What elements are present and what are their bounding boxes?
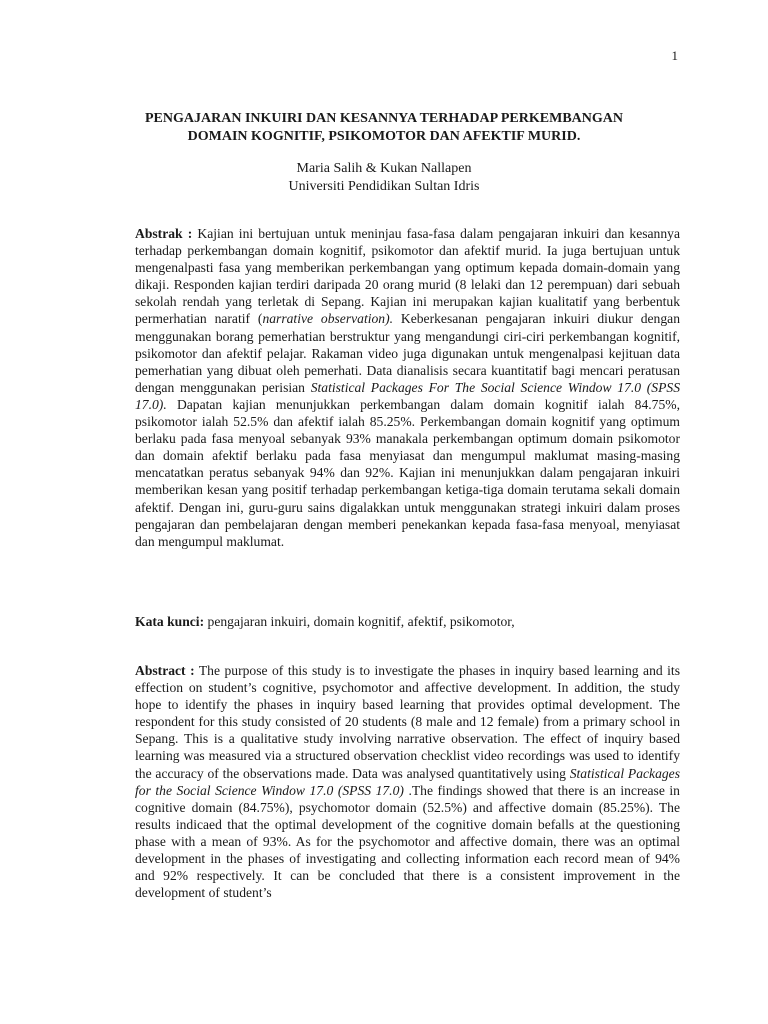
abstrak-italic-term-1: narrative observation).	[262, 311, 394, 327]
keywords-label: Kata kunci:	[135, 614, 205, 629]
page-number: 1	[671, 48, 678, 63]
abstract-english-text-part-1: The purpose of this study is to investigate the phases in inquiry based learning and its effection on student’s cognitive, psychomotor and affective development. In addition, the study hope to identify the phases in inquiry based learning that provides optimal development. The respondent for this study consisted of 20 students (8 male and 12 female) from a primary school in Sepang. This is a qualitative study involving narrative observation. The effect of inquiry based learning was measured via a structured observation checklist video recordings was used to identify the accuracy of the observations made. Data was analysed quantitatively using	[135, 663, 680, 781]
keywords-paragraph	[135, 613, 680, 630]
paper-title-line-1: PENGAJARAN INKUIRI DAN KESANNYA TERHADAP PERKEMBANGAN	[145, 111, 623, 126]
paper-title-line-2: DOMAIN KOGNITIF, PSIKOMOTOR DAN AFEKTIF MURID.	[187, 129, 581, 144]
abstrak-text-part-1: Kajian ini bertujuan untuk meninjau fasa-fasa dalam pengajaran inkuiri dan kesannya terhadap perkembangan domain kognitif, psikomotor dan afektif murid. Ia juga bertujuan untuk mengenalpasti fasa yang memberikan perkembangan yang optimum kepada domain-domain yang dikaji. Responden kajian terdiri daripada 20 orang murid (8 lelaki dan 12 perempuan) dari sebuah sekolah rendah yang terletak di Sepang. Kajian ini merupakan kajian kualitatif yang berbentuk permerhatian naratif (	[135, 226, 680, 327]
abstract-english-label: Abstract :	[135, 663, 195, 678]
abstrak-label: Abstrak :	[135, 226, 193, 241]
abstract-english-text-part-2: .The findings showed that there is an increase in cognitive domain (84.75%), psychomotor domain (52.5%) and affective domain (85.25%). The results indicaed that the optimal development of the cognitive domain befalls at the questioning phase with a mean of 93%. As for the psychomotor and affective domain, there was an optimal development in the phases of investigating and collecting information each record mean of 94% and 92% respectively. It can be concluded that there is a consistent improvement in the development of student’s	[135, 782, 680, 901]
abstrak-paragraph	[135, 225, 680, 550]
author-affiliation: Universiti Pendidikan Sultan Idris	[288, 179, 480, 194]
abstrak-text-part-2: Keberkesanan pengajaran inkuiri diukur dengan menggunakan borang pemerhatian berstruktur yang mengandungi ciri-ciri perkembangan kognitif, psikomotor dan afektif pelajar. Rakaman video juga digunakan untuk mengenalpasi kejituan data pemerhatian yang dibuat oleh pemerhati. Data dianalisis secara kuantitatif bagi mencari peratusan dengan menggunakan perisian	[135, 311, 680, 395]
author-block	[0, 160, 768, 196]
keywords-text: pengajaran inkuiri, domain kognitif, afektif, psikomotor,	[204, 614, 515, 629]
paper-title	[0, 110, 768, 146]
abstract-english-italic-term: Statistical Packages for the Social Science Window 17.0 (SPSS 17.0)	[135, 765, 680, 798]
abstrak-text-part-3: Dapatan kajian menunjukkan perkembangan dalam domain kognitif ialah 84.75%, psikomotor ialah 52.5% dan afektif ialah 85.25%. Perkembangan domain kognitif yang optimum berlaku pada fasa menyoal sebanyak 93% manakala perkembangan optimum domain psikomotor dan domain afektif berlaku pada fasa menyiasat dan mengumpul maklumat masing-masing mencatatkan peratus sebanyak 94% dan 92%. Kajian ini menunjukkan dalam pengajaran inkuiri memberikan kesan yang positif terhadap perkembangan ketiga-tiga domain terutama sekali domain afektif. Dengan ini, guru-guru sains digalakkan untuk menggunakan strategi inkuiri dalam proses pengajaran dan pembelajaran dengan memberi penekankan kepada fasa-fasa menyoal, menyiasat dan mengumpul maklumat.	[135, 396, 680, 549]
abstrak-italic-term-2: Statistical Packages For The Social Science Window 17.0 (SPSS 17.0).	[135, 379, 681, 412]
author-names: Maria Salih & Kukan Nallapen	[296, 161, 472, 176]
abstract-english-paragraph	[135, 662, 680, 901]
